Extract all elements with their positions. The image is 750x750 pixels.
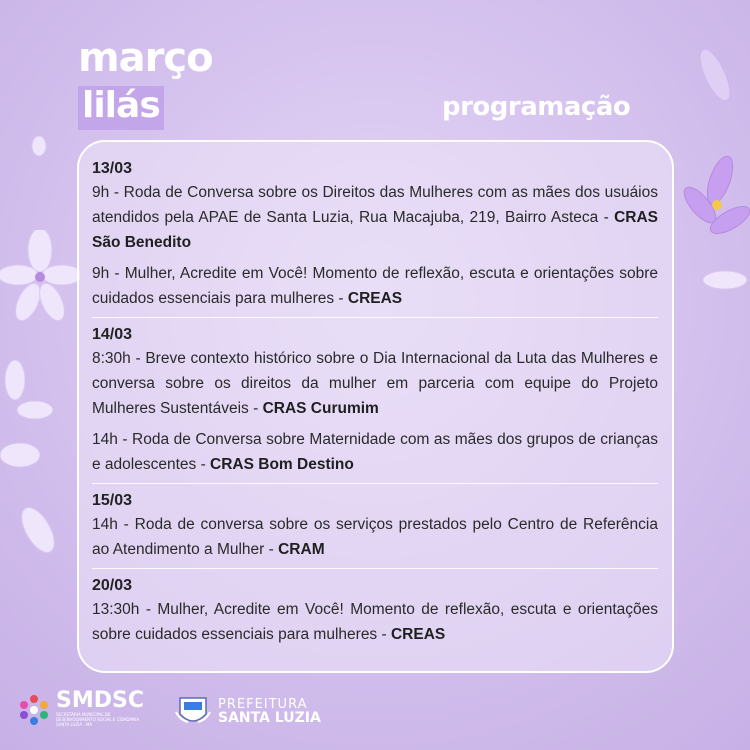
- event-item: [92, 427, 658, 477]
- flower-icon: [28, 135, 50, 157]
- divider: [92, 568, 658, 569]
- flower-icon: [8, 500, 68, 560]
- prefeitura-logo: [174, 694, 321, 728]
- event-item: [92, 512, 658, 562]
- event-text: 9h - Roda de Conversa sobre os Direitos das Mulheres com as mães dos usuáios atendidos pela APAE de Santa Luzia, Rua Macajuba, 219, Bairro Asteca -: [92, 184, 658, 226]
- day-date: 20/03: [92, 577, 133, 594]
- smdsc-logo-icon: [16, 691, 52, 727]
- event-item: [92, 346, 658, 421]
- page-title-line1: março: [78, 35, 213, 81]
- divider: [92, 483, 658, 484]
- day-date: 14/03: [92, 326, 133, 343]
- event-venue: CRAS Curumim: [262, 400, 379, 417]
- flower-icon: [690, 40, 740, 110]
- page-title-line2: lilás: [78, 86, 164, 130]
- event-item: [92, 597, 658, 647]
- prefeitura-line2: SANTA LUZIA: [218, 709, 321, 726]
- flower-icon: [675, 150, 750, 270]
- schedule-list: [92, 160, 658, 653]
- divider: [92, 317, 658, 318]
- day-date: 15/03: [92, 492, 133, 509]
- event-venue: CRAS Bom Destino: [210, 456, 354, 473]
- event-item: [92, 180, 658, 255]
- prefeitura-line1: PREFEITURA: [218, 696, 308, 712]
- event-text: 9h - Mulher, Acredite em Você! Momento de reflexão, escuta e orientações sobre cuidados essenciais para mulheres -: [92, 265, 658, 307]
- flower-icon: [0, 360, 60, 480]
- event-venue: CREAS: [347, 290, 403, 307]
- day-date: 13/03: [92, 160, 133, 177]
- schedule-day: [92, 326, 658, 477]
- city-crest-icon: [174, 694, 212, 728]
- smdsc-label: SMDSC: [56, 688, 144, 713]
- event-item: [92, 261, 658, 311]
- smdsc-logo: [16, 690, 146, 727]
- event-text: 13:30h - Mulher, Acredite em Você! Momento de reflexão, escuta e orientações sobre cuidados essenciais para mulheres -: [92, 601, 658, 643]
- event-text: 14h - Roda de Conversa sobre Maternidade com as mães dos grupos de crianças e adolescentes -: [92, 431, 658, 473]
- schedule-day: [92, 577, 658, 647]
- section-heading: programação: [442, 92, 631, 122]
- flower-icon: [700, 260, 750, 300]
- event-text: 8:30h - Breve contexto histórico sobre o Dia Internacional da Luta das Mulheres e conversa sobre os direitos da mulher em parceria com equipe do Projeto Mulheres Sustentáveis -: [92, 350, 658, 417]
- smdsc-subtitle: SECRETARIA MUNICIPAL DE DESENVOLVIMENTO SOCIAL E CIDADANIA SANTA LUZIA - MA: [56, 712, 140, 727]
- event-text: 14h - Roda de conversa sobre os serviços prestados pelo Centro de Referência ao Atendimento a Mulher -: [92, 516, 658, 558]
- schedule-day: [92, 160, 658, 311]
- event-venue: CREAS: [390, 626, 446, 643]
- flower-icon: [0, 230, 80, 330]
- event-venue: CRAS São Benedito: [92, 209, 658, 251]
- event-venue: CRAM: [278, 541, 325, 558]
- schedule-day: [92, 492, 658, 562]
